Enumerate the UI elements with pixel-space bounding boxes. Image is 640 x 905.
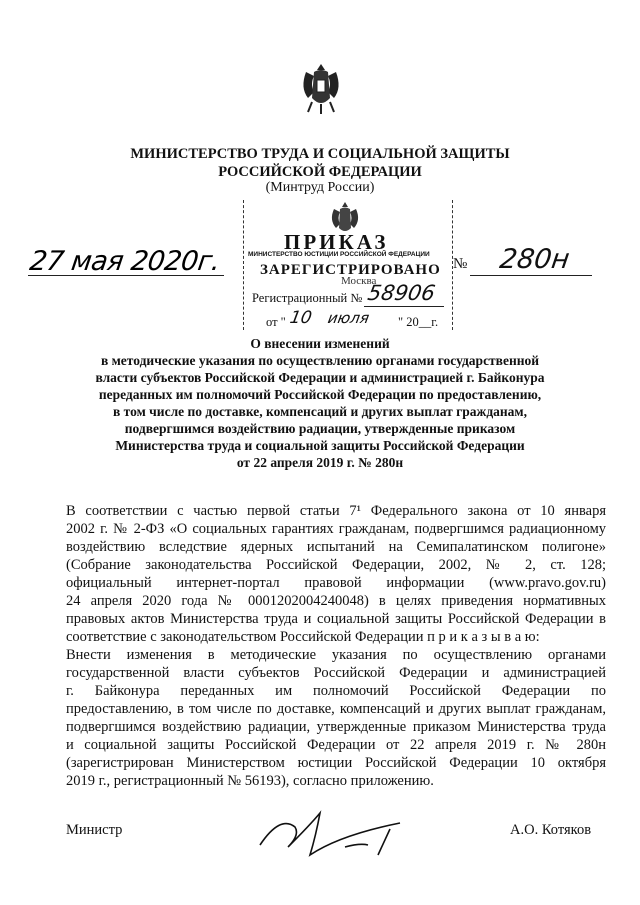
body-line: (зарегистрирован Министерством юстиции Российской Федерации 10 октября [66, 755, 606, 771]
body-line: официальный интернет-портал правовой информации (www.pravo.gov.ru) [66, 575, 606, 591]
body-line: 24 апреля 2020 года № 0001202004240048) в целях приведения нормативных [66, 593, 606, 609]
order-number-handwritten: 280н [497, 244, 572, 275]
signatory-title: Министр [66, 822, 123, 838]
body-line: (Собрание законодательства Российской Федерации, 2002, № 2, ст. 128; [66, 557, 606, 573]
subject-line: О внесении изменений [250, 336, 390, 351]
russian-coat-of-arms-icon [296, 58, 346, 116]
subject-line: от 22 апреля 2019 г. № 280н [236, 455, 404, 470]
reg-number-underline [364, 306, 444, 307]
body-line: 2019 г., регистрационный № 56193), согласно приложению. [66, 773, 434, 789]
body-line: Внести изменения в методические указания по осуществлению органами [66, 647, 606, 663]
body-line: государственной власти субъектов Российской Федерации и администрацией [66, 665, 606, 681]
signatory-name: А.О. Котяков [510, 822, 592, 838]
subject-line: в методические указания по осуществлению органами государственной [100, 353, 540, 368]
order-number-sign: № [453, 256, 468, 272]
order-title: ПРИКАЗ [284, 230, 389, 254]
order-date-handwritten: 27 мая 2020г. [27, 246, 222, 277]
body-line: правовых актов Министерства труда и социальной защиты Российской Федерации в [66, 611, 606, 627]
number-underline [470, 275, 592, 276]
stamp-reg-number-handwritten: 58906 [365, 281, 437, 305]
body-line: и социальной защиты Российской Федерации от 22 апреля 2019 г. № 280н [66, 737, 606, 753]
body-line: воздействию вследствие ядерных испытаний на Семипалатинском полигоне» [66, 539, 606, 555]
order-city: Москва [341, 275, 377, 287]
body-line: г. Байконура переданных им полномочий Российской Федерации по [66, 683, 606, 699]
stamp-date-year: " 20__г. [398, 315, 439, 329]
subject-line: переданных им полномочий Российской Федерации по предоставлению, [98, 387, 542, 402]
body-line: соответствие с законодательством Российской Федерации п р и к а з ы в а ю: [66, 629, 540, 645]
subject-line: Министерства труда и социальной защиты Российской Федерации [115, 438, 525, 453]
stamp-reg-number-label: Регистрационный № [252, 291, 363, 305]
stamp-date-day: 10 [288, 308, 314, 328]
ministry-name-line1: МИНИСТЕРСТВО ТРУДА И СОЦИАЛЬНОЙ ЗАЩИТЫ [130, 146, 510, 162]
stamp-ministry-of-justice: МИНИСТЕРСТВО ЮСТИЦИИ РОССИЙСКОЙ ФЕДЕРАЦИИ [248, 251, 430, 258]
subject-line: власти субъектов Российской Федерации и администрацией г. Байконура [95, 370, 545, 385]
subject-line: в том числе по доставке, компенсаций и других выплат гражданам, [113, 404, 527, 419]
ministry-short-name: (Минтруд России) [265, 180, 375, 195]
date-underline [28, 275, 224, 276]
body-line: предоставлению, в том числе по доставке, компенсаций и других выплат гражданам, [66, 701, 606, 717]
handwritten-signature [250, 805, 420, 865]
subject-line: подвергшимся воздействию радиации, утвержденные приказом [124, 421, 516, 436]
stamp-registered: ЗАРЕГИСТРИРОВАНО [260, 262, 441, 278]
stamp-date-month: июля [326, 309, 371, 327]
body-line: подвергшимся воздействию радиации, утвержденные приказом Министерства труда [66, 719, 606, 735]
ministry-name-line2: РОССИЙСКОЙ ФЕДЕРАЦИИ [218, 164, 422, 180]
stamp-date-prefix: от " [266, 315, 286, 329]
body-line: 2002 г. № 2-ФЗ «О социальных гарантиях гражданам, подвергшимся радиационному [66, 521, 606, 537]
body-line: В соответствии с частью первой статьи 7¹ Федерального закона от 10 января [66, 503, 606, 519]
